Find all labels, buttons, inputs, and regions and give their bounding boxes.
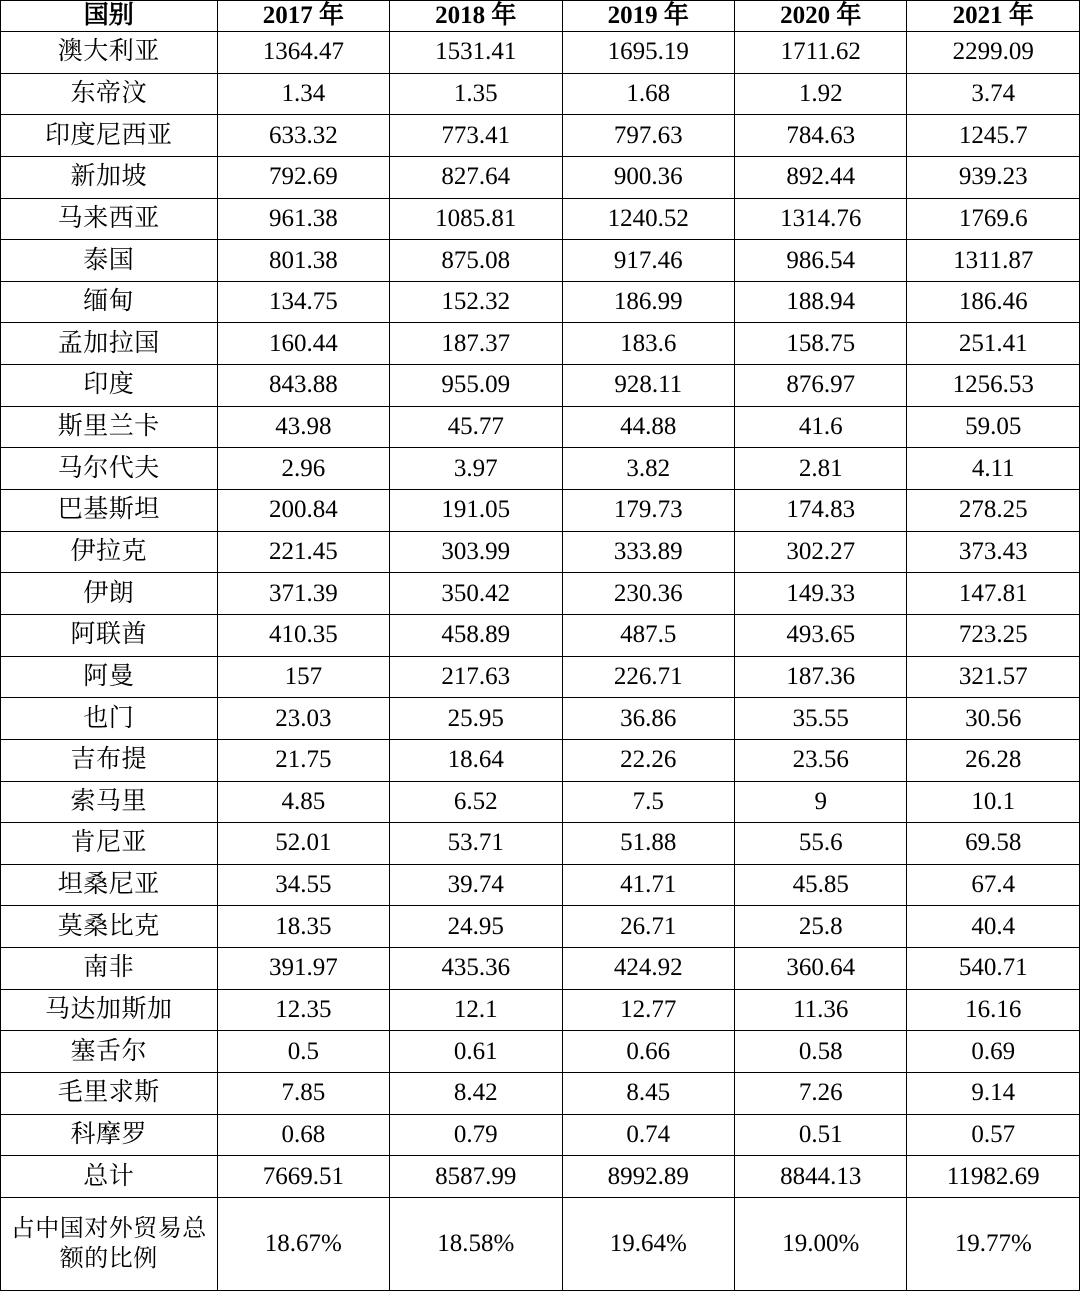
cell-value: 1240.52 <box>562 198 734 240</box>
cell-value: 955.09 <box>390 365 562 407</box>
cell-value: 321.57 <box>907 656 1080 698</box>
table-row <box>1 73 1080 115</box>
cell-country: 澳大利亚 <box>1 32 218 74</box>
cell-value: 186.99 <box>562 281 734 323</box>
cell-country: 南非 <box>1 948 218 990</box>
cell-value: 8.45 <box>562 1073 734 1115</box>
cell-value: 221.45 <box>217 531 389 573</box>
cell-value: 39.74 <box>390 864 562 906</box>
cell-value: 540.71 <box>907 948 1080 990</box>
cell-value: 59.05 <box>907 406 1080 448</box>
cell-value: 179.73 <box>562 490 734 532</box>
cell-value: 55.6 <box>735 823 907 865</box>
cell-value: 875.08 <box>390 240 562 282</box>
cell-value: 9 <box>735 781 907 823</box>
cell-value: 8844.13 <box>735 1156 907 1198</box>
cell-value: 333.89 <box>562 531 734 573</box>
cell-value: 7.26 <box>735 1073 907 1115</box>
cell-value: 360.64 <box>735 948 907 990</box>
table-body <box>1 32 1080 1291</box>
cell-value: 0.68 <box>217 1114 389 1156</box>
cell-value: 9.14 <box>907 1073 1080 1115</box>
cell-value: 797.63 <box>562 115 734 157</box>
table-row <box>1 1114 1080 1156</box>
cell-value: 157 <box>217 656 389 698</box>
cell-country: 也门 <box>1 698 218 740</box>
cell-value: 10.1 <box>907 781 1080 823</box>
table-row <box>1 989 1080 1031</box>
column-header-2021: 2021 年 <box>907 1 1080 32</box>
cell-value: 1531.41 <box>390 32 562 74</box>
cell-value: 21.75 <box>217 739 389 781</box>
cell-value: 0.57 <box>907 1114 1080 1156</box>
column-header-2019: 2019 年 <box>562 1 734 32</box>
cell-country: 斯里兰卡 <box>1 406 218 448</box>
cell-value: 8992.89 <box>562 1156 734 1198</box>
cell-value: 34.55 <box>217 864 389 906</box>
cell-value: 158.75 <box>735 323 907 365</box>
cell-value: 16.16 <box>907 989 1080 1031</box>
cell-country: 索马里 <box>1 781 218 823</box>
cell-value: 18.64 <box>390 739 562 781</box>
cell-value: 51.88 <box>562 823 734 865</box>
cell-value: 1.68 <box>562 73 734 115</box>
cell-country: 马来西亚 <box>1 198 218 240</box>
cell-value: 8.42 <box>390 1073 562 1115</box>
cell-value: 174.83 <box>735 490 907 532</box>
cell-value: 7.85 <box>217 1073 389 1115</box>
cell-value: 67.4 <box>907 864 1080 906</box>
cell-value: 22.26 <box>562 739 734 781</box>
cell-value: 226.71 <box>562 656 734 698</box>
cell-value: 0.5 <box>217 1031 389 1073</box>
table-row <box>1 531 1080 573</box>
cell-value: 187.37 <box>390 323 562 365</box>
cell-value: 19.64% <box>562 1197 734 1290</box>
cell-value: 410.35 <box>217 614 389 656</box>
cell-value: 26.28 <box>907 739 1080 781</box>
cell-value: 149.33 <box>735 573 907 615</box>
cell-value: 1695.19 <box>562 32 734 74</box>
cell-value: 19.77% <box>907 1197 1080 1290</box>
table-row <box>1 573 1080 615</box>
cell-value: 200.84 <box>217 490 389 532</box>
cell-value: 827.64 <box>390 156 562 198</box>
cell-value: 40.4 <box>907 906 1080 948</box>
cell-value: 11.36 <box>735 989 907 1031</box>
cell-value: 723.25 <box>907 614 1080 656</box>
table-row <box>1 823 1080 865</box>
column-header-2018: 2018 年 <box>390 1 562 32</box>
cell-country: 孟加拉国 <box>1 323 218 365</box>
cell-value: 18.35 <box>217 906 389 948</box>
cell-value: 43.98 <box>217 406 389 448</box>
cell-value: 458.89 <box>390 614 562 656</box>
cell-value: 160.44 <box>217 323 389 365</box>
cell-value: 12.77 <box>562 989 734 1031</box>
cell-value: 7669.51 <box>217 1156 389 1198</box>
cell-country: 泰国 <box>1 240 218 282</box>
table-row <box>1 281 1080 323</box>
cell-value: 435.36 <box>390 948 562 990</box>
cell-value: 7.5 <box>562 781 734 823</box>
cell-country: 肯尼亚 <box>1 823 218 865</box>
cell-value: 493.65 <box>735 614 907 656</box>
cell-value: 1711.62 <box>735 32 907 74</box>
cell-value: 2299.09 <box>907 32 1080 74</box>
cell-value: 8587.99 <box>390 1156 562 1198</box>
table-row <box>1 156 1080 198</box>
cell-value: 0.58 <box>735 1031 907 1073</box>
cell-value: 4.85 <box>217 781 389 823</box>
cell-value: 183.6 <box>562 323 734 365</box>
cell-country: 阿联酋 <box>1 614 218 656</box>
cell-country: 毛里求斯 <box>1 1073 218 1115</box>
table-row <box>1 739 1080 781</box>
cell-value: 487.5 <box>562 614 734 656</box>
cell-country: 马达加斯加 <box>1 989 218 1031</box>
cell-value: 18.58% <box>390 1197 562 1290</box>
table-row <box>1 448 1080 490</box>
cell-value: 11982.69 <box>907 1156 1080 1198</box>
cell-value: 26.71 <box>562 906 734 948</box>
cell-country: 马尔代夫 <box>1 448 218 490</box>
cell-value: 230.36 <box>562 573 734 615</box>
cell-value: 24.95 <box>390 906 562 948</box>
cell-value: 41.71 <box>562 864 734 906</box>
cell-country: 巴基斯坦 <box>1 490 218 532</box>
cell-value: 3.97 <box>390 448 562 490</box>
cell-country: 吉布提 <box>1 739 218 781</box>
table-row <box>1 906 1080 948</box>
cell-country: 缅甸 <box>1 281 218 323</box>
cell-value: 773.41 <box>390 115 562 157</box>
cell-country: 阿曼 <box>1 656 218 698</box>
cell-value: 0.69 <box>907 1031 1080 1073</box>
cell-value: 147.81 <box>907 573 1080 615</box>
cell-value: 784.63 <box>735 115 907 157</box>
cell-value: 0.61 <box>390 1031 562 1073</box>
cell-value: 843.88 <box>217 365 389 407</box>
table-row <box>1 948 1080 990</box>
table-row <box>1 490 1080 532</box>
cell-value: 1256.53 <box>907 365 1080 407</box>
table-row <box>1 365 1080 407</box>
cell-country: 占中国对外贸易总额的比例 <box>1 1197 218 1290</box>
cell-value: 30.56 <box>907 698 1080 740</box>
cell-value: 19.00% <box>735 1197 907 1290</box>
cell-country: 印度尼西亚 <box>1 115 218 157</box>
table-header <box>1 1 1080 32</box>
cell-value: 303.99 <box>390 531 562 573</box>
table-row <box>1 240 1080 282</box>
cell-value: 900.36 <box>562 156 734 198</box>
cell-country: 坦桑尼亚 <box>1 864 218 906</box>
cell-value: 188.94 <box>735 281 907 323</box>
table-row <box>1 32 1080 74</box>
table-row <box>1 115 1080 157</box>
cell-value: 187.36 <box>735 656 907 698</box>
cell-value: 961.38 <box>217 198 389 240</box>
cell-country: 印度 <box>1 365 218 407</box>
cell-country: 伊拉克 <box>1 531 218 573</box>
cell-value: 134.75 <box>217 281 389 323</box>
table-row <box>1 656 1080 698</box>
cell-value: 251.41 <box>907 323 1080 365</box>
cell-value: 25.8 <box>735 906 907 948</box>
cell-value: 278.25 <box>907 490 1080 532</box>
cell-value: 876.97 <box>735 365 907 407</box>
cell-value: 45.85 <box>735 864 907 906</box>
cell-value: 2.96 <box>217 448 389 490</box>
cell-value: 892.44 <box>735 156 907 198</box>
table-row <box>1 781 1080 823</box>
cell-value: 45.77 <box>390 406 562 448</box>
cell-value: 792.69 <box>217 156 389 198</box>
table-row-ratio <box>1 1197 1080 1290</box>
cell-value: 917.46 <box>562 240 734 282</box>
cell-value: 191.05 <box>390 490 562 532</box>
table-header-row <box>1 1 1080 32</box>
cell-value: 1.34 <box>217 73 389 115</box>
cell-value: 1085.81 <box>390 198 562 240</box>
table-row <box>1 1073 1080 1115</box>
cell-value: 52.01 <box>217 823 389 865</box>
cell-value: 1769.6 <box>907 198 1080 240</box>
cell-value: 35.55 <box>735 698 907 740</box>
cell-value: 1314.76 <box>735 198 907 240</box>
cell-country: 科摩罗 <box>1 1114 218 1156</box>
cell-value: 12.35 <box>217 989 389 1031</box>
table-row <box>1 198 1080 240</box>
cell-value: 939.23 <box>907 156 1080 198</box>
cell-value: 53.71 <box>390 823 562 865</box>
cell-value: 23.03 <box>217 698 389 740</box>
cell-value: 2.81 <box>735 448 907 490</box>
table-row <box>1 323 1080 365</box>
cell-value: 373.43 <box>907 531 1080 573</box>
cell-value: 6.52 <box>390 781 562 823</box>
column-header-2020: 2020 年 <box>735 1 907 32</box>
cell-country: 塞舌尔 <box>1 1031 218 1073</box>
cell-value: 18.67% <box>217 1197 389 1290</box>
cell-country: 莫桑比克 <box>1 906 218 948</box>
cell-country: 伊朗 <box>1 573 218 615</box>
cell-value: 44.88 <box>562 406 734 448</box>
cell-value: 302.27 <box>735 531 907 573</box>
cell-country: 新加坡 <box>1 156 218 198</box>
cell-value: 928.11 <box>562 365 734 407</box>
cell-value: 371.39 <box>217 573 389 615</box>
cell-value: 1.35 <box>390 73 562 115</box>
cell-value: 1364.47 <box>217 32 389 74</box>
cell-value: 0.66 <box>562 1031 734 1073</box>
cell-country: 东帝汶 <box>1 73 218 115</box>
table-row <box>1 698 1080 740</box>
table-row <box>1 614 1080 656</box>
column-header-2017: 2017 年 <box>217 1 389 32</box>
cell-value: 3.74 <box>907 73 1080 115</box>
column-header-country: 国别 <box>1 1 218 32</box>
table-row <box>1 864 1080 906</box>
cell-value: 217.63 <box>390 656 562 698</box>
cell-value: 1.92 <box>735 73 907 115</box>
cell-value: 1311.87 <box>907 240 1080 282</box>
cell-value: 350.42 <box>390 573 562 615</box>
cell-value: 391.97 <box>217 948 389 990</box>
cell-value: 12.1 <box>390 989 562 1031</box>
cell-value: 0.51 <box>735 1114 907 1156</box>
cell-value: 633.32 <box>217 115 389 157</box>
cell-value: 0.79 <box>390 1114 562 1156</box>
cell-value: 36.86 <box>562 698 734 740</box>
table-row-total <box>1 1156 1080 1198</box>
cell-value: 3.82 <box>562 448 734 490</box>
cell-value: 152.32 <box>390 281 562 323</box>
table-row <box>1 406 1080 448</box>
cell-value: 23.56 <box>735 739 907 781</box>
cell-value: 0.74 <box>562 1114 734 1156</box>
cell-value: 424.92 <box>562 948 734 990</box>
cell-value: 986.54 <box>735 240 907 282</box>
cell-value: 4.11 <box>907 448 1080 490</box>
cell-value: 41.6 <box>735 406 907 448</box>
cell-country: 总计 <box>1 1156 218 1198</box>
cell-value: 69.58 <box>907 823 1080 865</box>
cell-value: 25.95 <box>390 698 562 740</box>
cell-value: 801.38 <box>217 240 389 282</box>
cell-value: 1245.7 <box>907 115 1080 157</box>
table-row <box>1 1031 1080 1073</box>
cell-value: 186.46 <box>907 281 1080 323</box>
